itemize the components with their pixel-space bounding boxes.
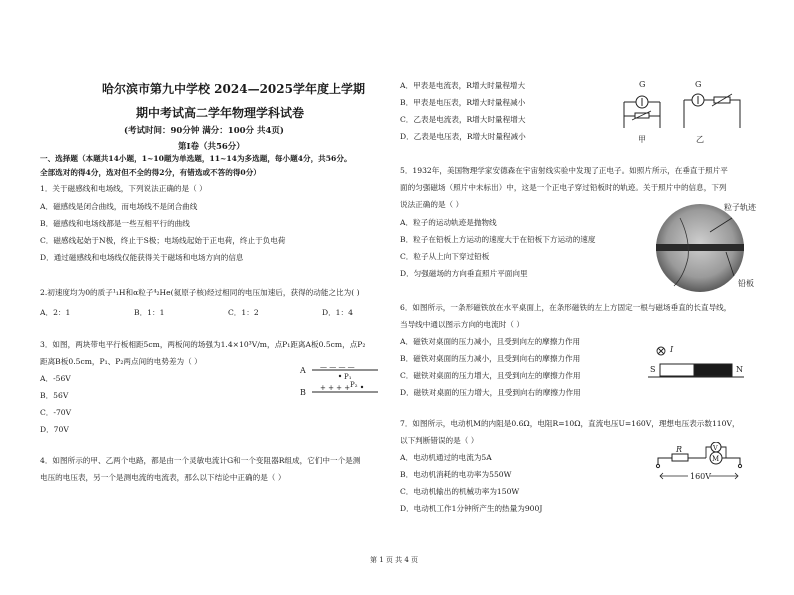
q5-line3: 说法正确的是（ ） (400, 200, 464, 209)
exam-info: (考试时间：90分钟 满分：100分 共4页) (124, 126, 284, 136)
q3-line2: 距离B板0.5cm，P₁、P₂两点间的电势差为（ ） (40, 357, 202, 366)
svg-text:— — — —: — — — — (320, 363, 355, 371)
page-footer: 第 1 页 共 4 页 (370, 556, 419, 564)
q1-option-d: D．通过磁感线和电场线仅能获得关于磁场和电场方向的信息 (40, 253, 244, 262)
q6-label-n: N (736, 365, 743, 374)
q6-label-s: S (650, 365, 656, 374)
q2-option-a: A．2：1 (40, 308, 71, 317)
q1-option-a: A．磁感线是闭合曲线，而电场线不是闭合曲线 (40, 202, 198, 211)
q4-label-g2: G (695, 80, 702, 89)
q3-option-b: B．56V (40, 391, 69, 400)
q4-label-jia: 甲 (638, 135, 646, 144)
q4-option-b: B．甲表是电压表，R增大时量程减小 (400, 98, 526, 107)
q4-option-d: D．乙表是电压表，R增大时量程减小 (400, 132, 526, 141)
q6-option-b: B．磁铁对桌面的压力减小，且受到向右的摩擦力作用 (400, 354, 581, 363)
q5-option-b: B．粒子在铅板上方运动的速度大于在铅板下方运动的速度 (400, 235, 596, 244)
q7-label-v: V (713, 444, 718, 452)
q7-label-m: M (712, 455, 720, 463)
q6-line1: 6．如图所示，一条形磁铁放在水平桌面上，在条形磁铁的左上方固定一根与磁场垂直的长直导线， (400, 303, 732, 312)
q5-option-a: A．粒子的运动轨迹是抛物线 (400, 218, 497, 227)
q4-line1: 4．如图所示的甲、乙两个电路，都是由一个灵敏电流计G和一个变阻器R组成，它们中一个是测 (40, 456, 361, 465)
svg-text:+ + + +: + + + + (320, 384, 351, 392)
q4-option-a: A．甲表是电流表，R增大时量程增大 (400, 81, 526, 90)
q3-option-a: A．-56V (40, 374, 71, 383)
q5-option-d: D．匀强磁场的方向垂直照片平面向里 (400, 269, 528, 278)
q7-line1: 7．如图所示，电动机M的内阻是0.6Ω，电阻R=10Ω，直流电压U=160V，理想电压表示数110V， (400, 419, 740, 428)
q1-option-b: B．磁感线和电场线都是一些互相平行的曲线 (40, 219, 190, 228)
q4-line2: 电压的电压表，另一个是测电流的电流表，那么以下结论中正确的是（ ） (40, 473, 286, 482)
q5-line1: 5．1932年，美国物理学家安德森在宇宙射线实验中发现了正电子。如照片所示，在垂直于照片平 (400, 166, 728, 175)
q3-option-d: D．70V (40, 425, 69, 434)
q3-label-a: A (300, 366, 306, 375)
q2-option-d: D．1：4 (322, 308, 353, 317)
instructions-line2: 全部选对的得4分，选对但不全的得2分，有错选或不答的得0分） (40, 168, 261, 177)
q2-stem: 2.初速度均为0的质子¹₁H和α粒子⁴₂He(氦原子核)经过相同的电压加速后，获得的动能之比为( ) (40, 288, 360, 297)
q1-stem: 1．关于磁感线和电场线，下列说法正确的是（ ） (40, 184, 207, 193)
q3-line1: 3．如图，两块带电平行板相距5cm，两板间的场强为1.4×10³V/m，点P₁距离A板0.5cm，点P₂ (40, 340, 366, 349)
q6-line2: 当导线中通以图示方向的电流时（ ） (400, 320, 524, 329)
q5-label-plate: 铅板 (738, 279, 754, 288)
title-line1: 哈尔滨市第九中学校 2024—2025学年度上学期 (102, 82, 365, 96)
q7-label-u: 160V (690, 472, 712, 481)
q6-label-i: I (670, 345, 674, 354)
instructions-line1: 一、选择题（本题共14小题，1~10题为单选题，11~14为多选题，每小题4分，共56分。 (40, 154, 352, 163)
q3-option-c: C．-70V (40, 408, 72, 417)
q2-option-b: B．1：1 (134, 308, 165, 317)
q6-option-d: D．磁铁对桌面的压力增大，且受到向右的摩擦力作用 (400, 388, 581, 397)
q7-option-d: D．电动机工作1分钟所产生的热量为900J (400, 504, 543, 513)
q3-label-p1: P₁ (344, 373, 352, 381)
q5-photo-figure (640, 198, 772, 294)
q3-plates-figure (298, 362, 382, 400)
q7-line2: 以下判断错误的是（ ） (400, 436, 479, 445)
q6-option-a: A．磁铁对桌面的压力减小，且受到向左的摩擦力作用 (400, 337, 581, 346)
q4-label-g1: G (639, 80, 646, 89)
q2-option-c: C．1：2 (228, 308, 259, 317)
q7-label-r: R (676, 445, 683, 454)
q7-circuit-figure (650, 442, 750, 492)
q5-option-c: C．粒子从上向下穿过铅板 (400, 252, 490, 261)
q6-magnet-figure (648, 340, 748, 384)
q5-label-track: 粒子轨迹 (724, 203, 756, 212)
q3-label-p2: P₂ (350, 381, 358, 389)
q4-label-yi: 乙 (696, 135, 704, 144)
title-line2: 期中考试高二学年物理学科试卷 (136, 106, 305, 120)
q6-option-c: C．磁铁对桌面的压力增大，且受到向左的摩擦力作用 (400, 371, 581, 380)
volume-title: 第Ⅰ卷（共56分） (178, 142, 245, 152)
q1-option-c: C．磁感线起始于N极，终止于S极；电场线起始于正电荷，终止于负电荷 (40, 236, 286, 245)
q7-option-c: C．电动机输出的机械功率为150W (400, 487, 520, 496)
q4-circuit-figure (618, 78, 758, 146)
q7-option-b: B．电动机消耗的电功率为550W (400, 470, 512, 479)
q4-option-c: C．乙表是电流表，R增大时量程增大 (400, 115, 526, 124)
q3-label-b: B (300, 388, 306, 397)
q5-line2: 面的匀强磁场（照片中未标出）中，这是一个正电子穿过铅板时的轨迹。关于照片中的信息，下列 (400, 183, 727, 192)
q7-option-a: A．电动机通过的电流为5A (400, 453, 492, 462)
